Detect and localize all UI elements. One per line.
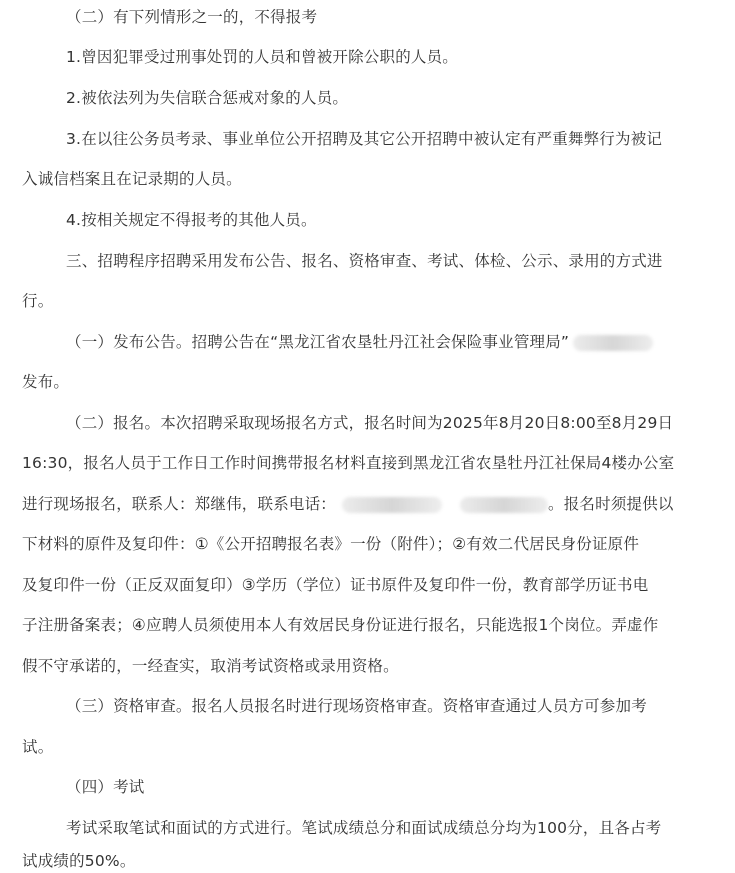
redacted-phone-1: [342, 497, 442, 513]
announcement-text: （一）发布公告。招聘公告在“黑龙江省农垦牡丹江社会保险事业管理局”: [66, 333, 570, 351]
contact-text: 进行现场报名，联系人：郑继伟，联系电话：: [22, 495, 337, 513]
registration-line-3: [22, 494, 674, 514]
subsection-exam: （四）考试: [66, 778, 145, 796]
paragraph-item-4: 4.按相关规定不得报考的其他人员。: [66, 211, 317, 229]
subsection-registration: （二）报名。本次招聘采取现场报名方式，报名时间为2025年8月20日8:00至8月29日: [66, 414, 674, 432]
paragraph-item-3-line-1: 3.在以往公务员考录、事业单位公开招聘及其它公开招聘中被认定有严重舞弊行为被记: [66, 130, 663, 148]
subsection-announcement: [66, 332, 653, 352]
announcement-line-2: 发布。: [22, 373, 70, 391]
paragraph-item-1: 1.曾因犯罪受过刑事处罚的人员和曾被开除公职的人员。: [66, 48, 458, 66]
registration-line-4: 下材料的原件及复印件：①《公开招聘报名表》一份（附件）；②有效二代居民身份证原件: [22, 535, 640, 553]
redacted-phone-2: [460, 497, 548, 513]
section-procedure-line-2: 行。: [22, 292, 54, 310]
exam-paragraph-line-1: 考试采取笔试和面试的方式进行。笔试成绩总分和面试成绩总分均为100分，且各占考: [66, 819, 662, 837]
registration-line-2: 16:30，报名人员于工作日工作时间携带报名材料直接到黑龙江省农垦牡丹江社保局4楼办公室: [22, 454, 675, 472]
redacted-website: [573, 335, 653, 351]
registration-line-5: 及复印件一份（正反双面复印）③学历（学位）证书原件及复印件一份，教育部学历证书电: [22, 576, 649, 594]
registration-line-6: 子注册备案表；④应聘人员须使用本人有效居民身份证进行报名，只能选报1个岗位。弄虚作: [22, 616, 659, 634]
exam-paragraph-line-2: 试成绩的50%。: [22, 852, 136, 870]
paragraph-item-3-line-2: 入诚信档案且在记录期的人员。: [22, 170, 242, 188]
paragraph-item-2: 2.被依法列为失信联合惩戒对象的人员。: [66, 89, 349, 107]
registration-line-7: 假不守承诺的，一经查实，取消考试资格或录用资格。: [22, 657, 399, 675]
subsection-qualification-review: （三）资格审查。报名人员报名时进行现场资格审查。资格审查通过人员方可参加考: [66, 697, 647, 715]
qualification-review-line-2: 试。: [22, 738, 54, 756]
registration-line-3-tail: 。报名时须提供以: [548, 495, 674, 513]
section-heading-disqualification: （二）有下列情形之一的，不得报考: [66, 8, 318, 26]
section-heading-procedure: 三、招聘程序招聘采用发布公告、报名、资格审查、考试、体检、公示、录用的方式进: [66, 252, 663, 270]
